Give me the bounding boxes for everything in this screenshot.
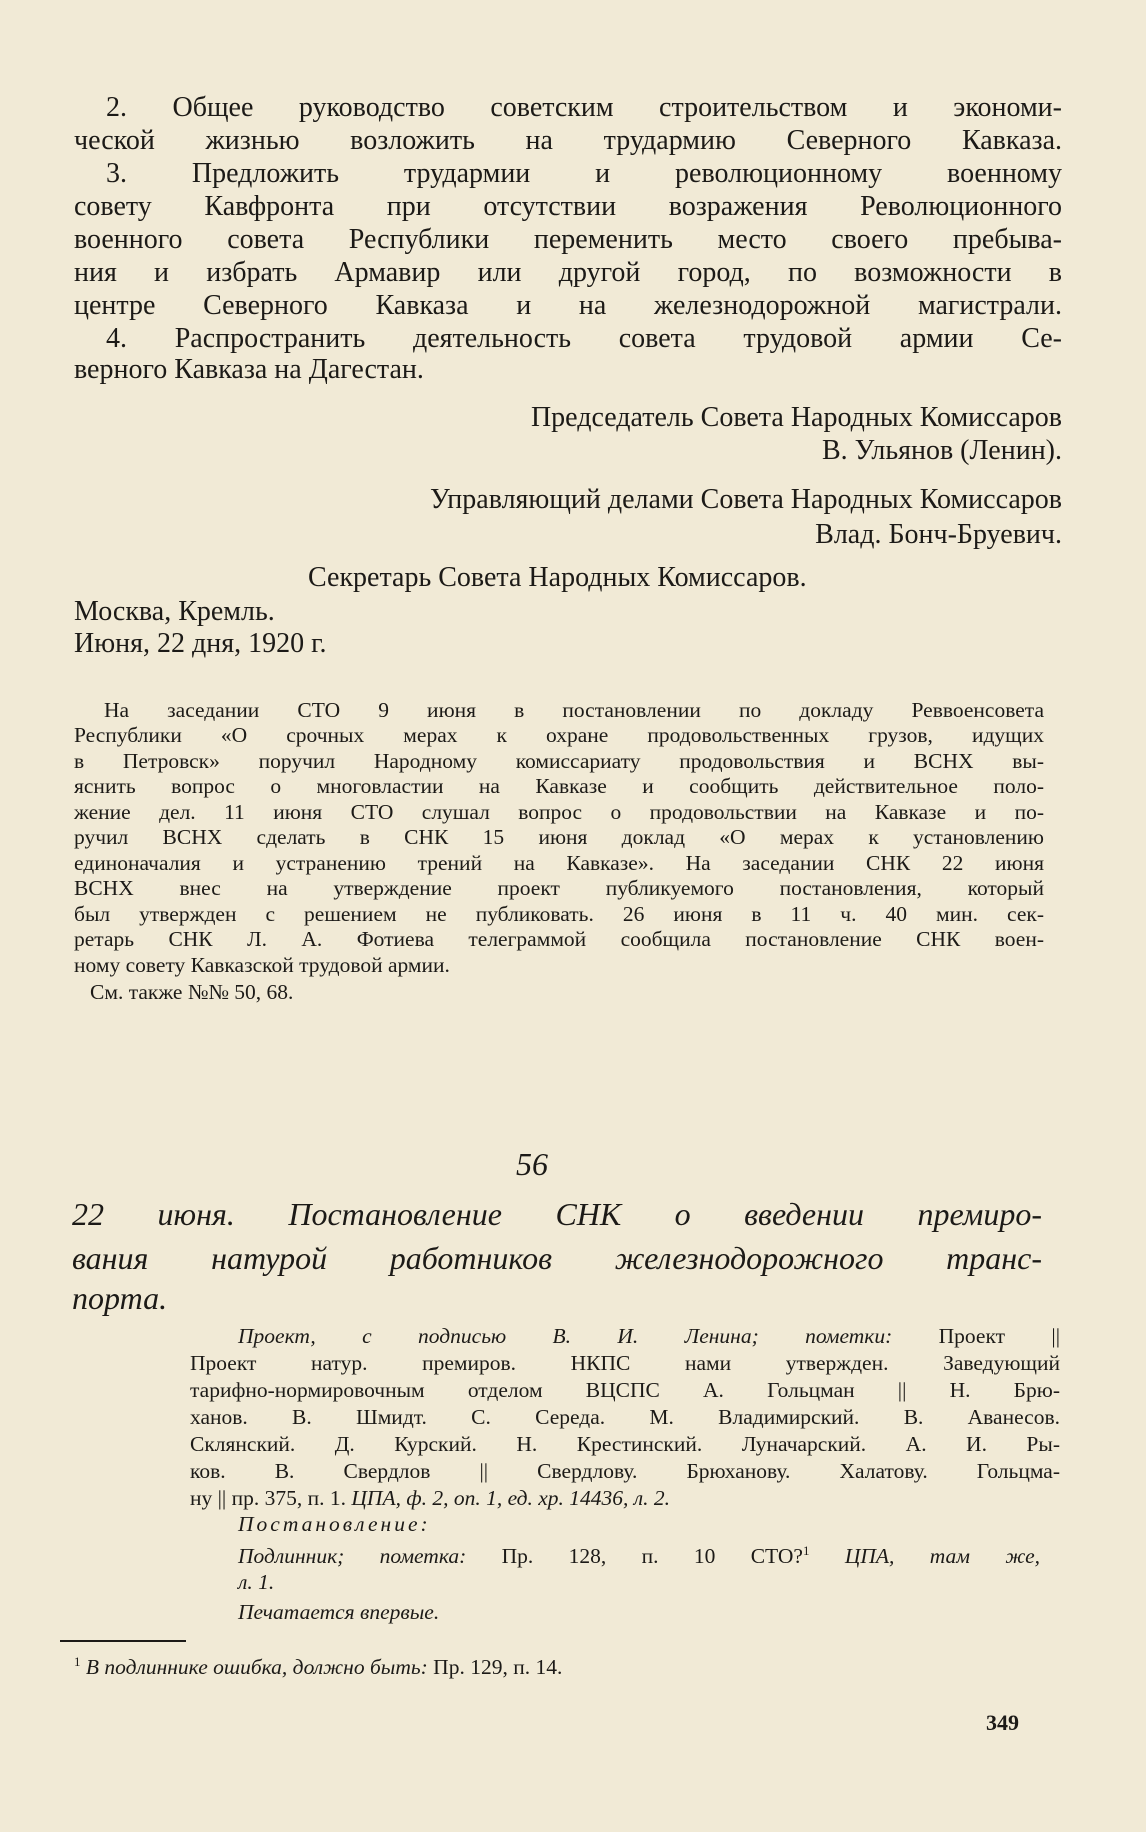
note-line: ханов. В. Шмидт. С. Середа. М. Владимирский. В. Аванесов.	[190, 1405, 1060, 1429]
note-line: тарифно-нормировочным отделом ВЦСПС А. Гольцман || Н. Брю-	[190, 1378, 1060, 1402]
archive-reference: ЦПА, ф. 2, оп. 1, ед. хр. 14436, л. 2.	[351, 1486, 671, 1510]
manager-title: Управляющий делами Совета Народных Комиссаров	[429, 484, 1062, 515]
text-line: ретарь СНК Л. А. Фотиева телеграммой сообщила постановление СНК воен-	[74, 927, 1044, 951]
note-last-plain: ну || пр. 375, п. 1.	[190, 1486, 347, 1510]
secretary-title: Секретарь Совета Народных Комиссаров.	[308, 562, 807, 593]
footnote-ref: 1	[802, 1543, 810, 1558]
place: Москва, Кремль.	[74, 596, 275, 627]
resolution-label: Постановление:	[238, 1512, 431, 1536]
text-line: совету Кавфронта при отсутствии возражения Революционного	[74, 191, 1062, 222]
date: Июня, 22 дня, 1920 г.	[74, 628, 327, 659]
text-line: единоначалия и устранению трений на Кавказе». На заседании СНК 22 июня	[74, 851, 1044, 875]
note-line: Проект натур. премиров. НКПС нами утвержден. Заведующий	[190, 1351, 1060, 1375]
note-lead: Проект, с подписью В. И. Ленина; пометки:	[238, 1324, 893, 1348]
original-label: Подлинник; пометка:	[238, 1544, 467, 1569]
footnote-divider	[60, 1640, 186, 1642]
original-sheet: л. 1.	[238, 1570, 275, 1594]
manager-name: Влад. Бонч-Бруевич.	[815, 519, 1062, 550]
text-line: ния и избрать Армавир или другой город, по возможности в	[74, 257, 1062, 288]
note-line: ков. В. Свердлов || Свердлову. Брюханову. Халатову. Гольцма-	[190, 1459, 1060, 1483]
document-number: 56	[516, 1146, 548, 1182]
title-line: 22 июня. Постановление СНК о введении премиро-	[72, 1196, 1042, 1232]
text-line: жение дел. 11 июня СТО слушал вопрос о продовольствии на Кавказе и по-	[74, 800, 1044, 824]
text-line: военного совета Республики переменить место своего пребыва-	[74, 224, 1062, 255]
footnote	[74, 1654, 562, 1680]
text-line: ручил ВСНХ сделать в СНК 15 июня доклад «О мерах к установлению	[74, 825, 1044, 849]
text-line: верного Кавказа на Дагестан.	[74, 354, 424, 385]
text-line: яснить вопрос о многовластии на Кавказе и сообщить действительное поло-	[74, 774, 1044, 798]
original-archive: ЦПА, там же,	[844, 1544, 1041, 1569]
text-line: Республики «О срочных мерах к охране продовольственных грузов, идущих	[74, 723, 1044, 747]
text-line: в Петровск» поручил Народному комиссариату продовольствия и ВСНХ вы-	[74, 749, 1044, 773]
note-line: Склянский. Д. Курский. Н. Крестинский. Луначарский. А. И. Ры-	[190, 1432, 1060, 1456]
title-line: порта.	[72, 1280, 168, 1316]
chair-name: В. Ульянов (Ленин).	[822, 435, 1062, 466]
footnote-italic: В подлиннике ошибка, должно быть:	[85, 1655, 428, 1680]
note-lead-rest: Проект ||	[938, 1324, 1061, 1348]
text-line: центре Северного Кавказа и на железнодорожной магистрали.	[74, 290, 1062, 321]
title-line: вания натурой работников железнодорожного транс-	[72, 1240, 1042, 1276]
footnote-marker: 1	[74, 1654, 81, 1669]
original-mark: Пр. 128, п. 10 СТО?	[501, 1544, 803, 1569]
text-line: ВСНХ внес на утверждение проект публикуемого постановления, который	[74, 876, 1044, 900]
text-line: 4. Распространить деятельность совета трудовой армии Се-	[106, 323, 1062, 354]
text-line: ному совету Кавказской трудовой армии.	[74, 953, 450, 977]
text-line: был утвержден с решением не публиковать. 26 июня в 11 ч. 40 мин. сек-	[74, 902, 1044, 926]
text-line: 2. Общее руководство советским строительством и экономи-	[106, 92, 1062, 123]
page-number: 349	[986, 1710, 1019, 1735]
see-also: См. также №№ 50, 68.	[90, 980, 294, 1004]
text-line: ческой жизнью возложить на трудармию Северного Кавказа.	[74, 125, 1062, 156]
text-line: На заседании СТО 9 июня в постановлении по докладу Реввоенсовета	[104, 698, 1044, 722]
chair-title: Председатель Совета Народных Комиссаров	[530, 402, 1062, 433]
footnote-plain: Пр. 129, п. 14.	[433, 1655, 563, 1680]
first-published: Печатается впервые.	[238, 1600, 440, 1624]
text-line: 3. Предложить трудармии и революционному военному	[106, 158, 1062, 189]
